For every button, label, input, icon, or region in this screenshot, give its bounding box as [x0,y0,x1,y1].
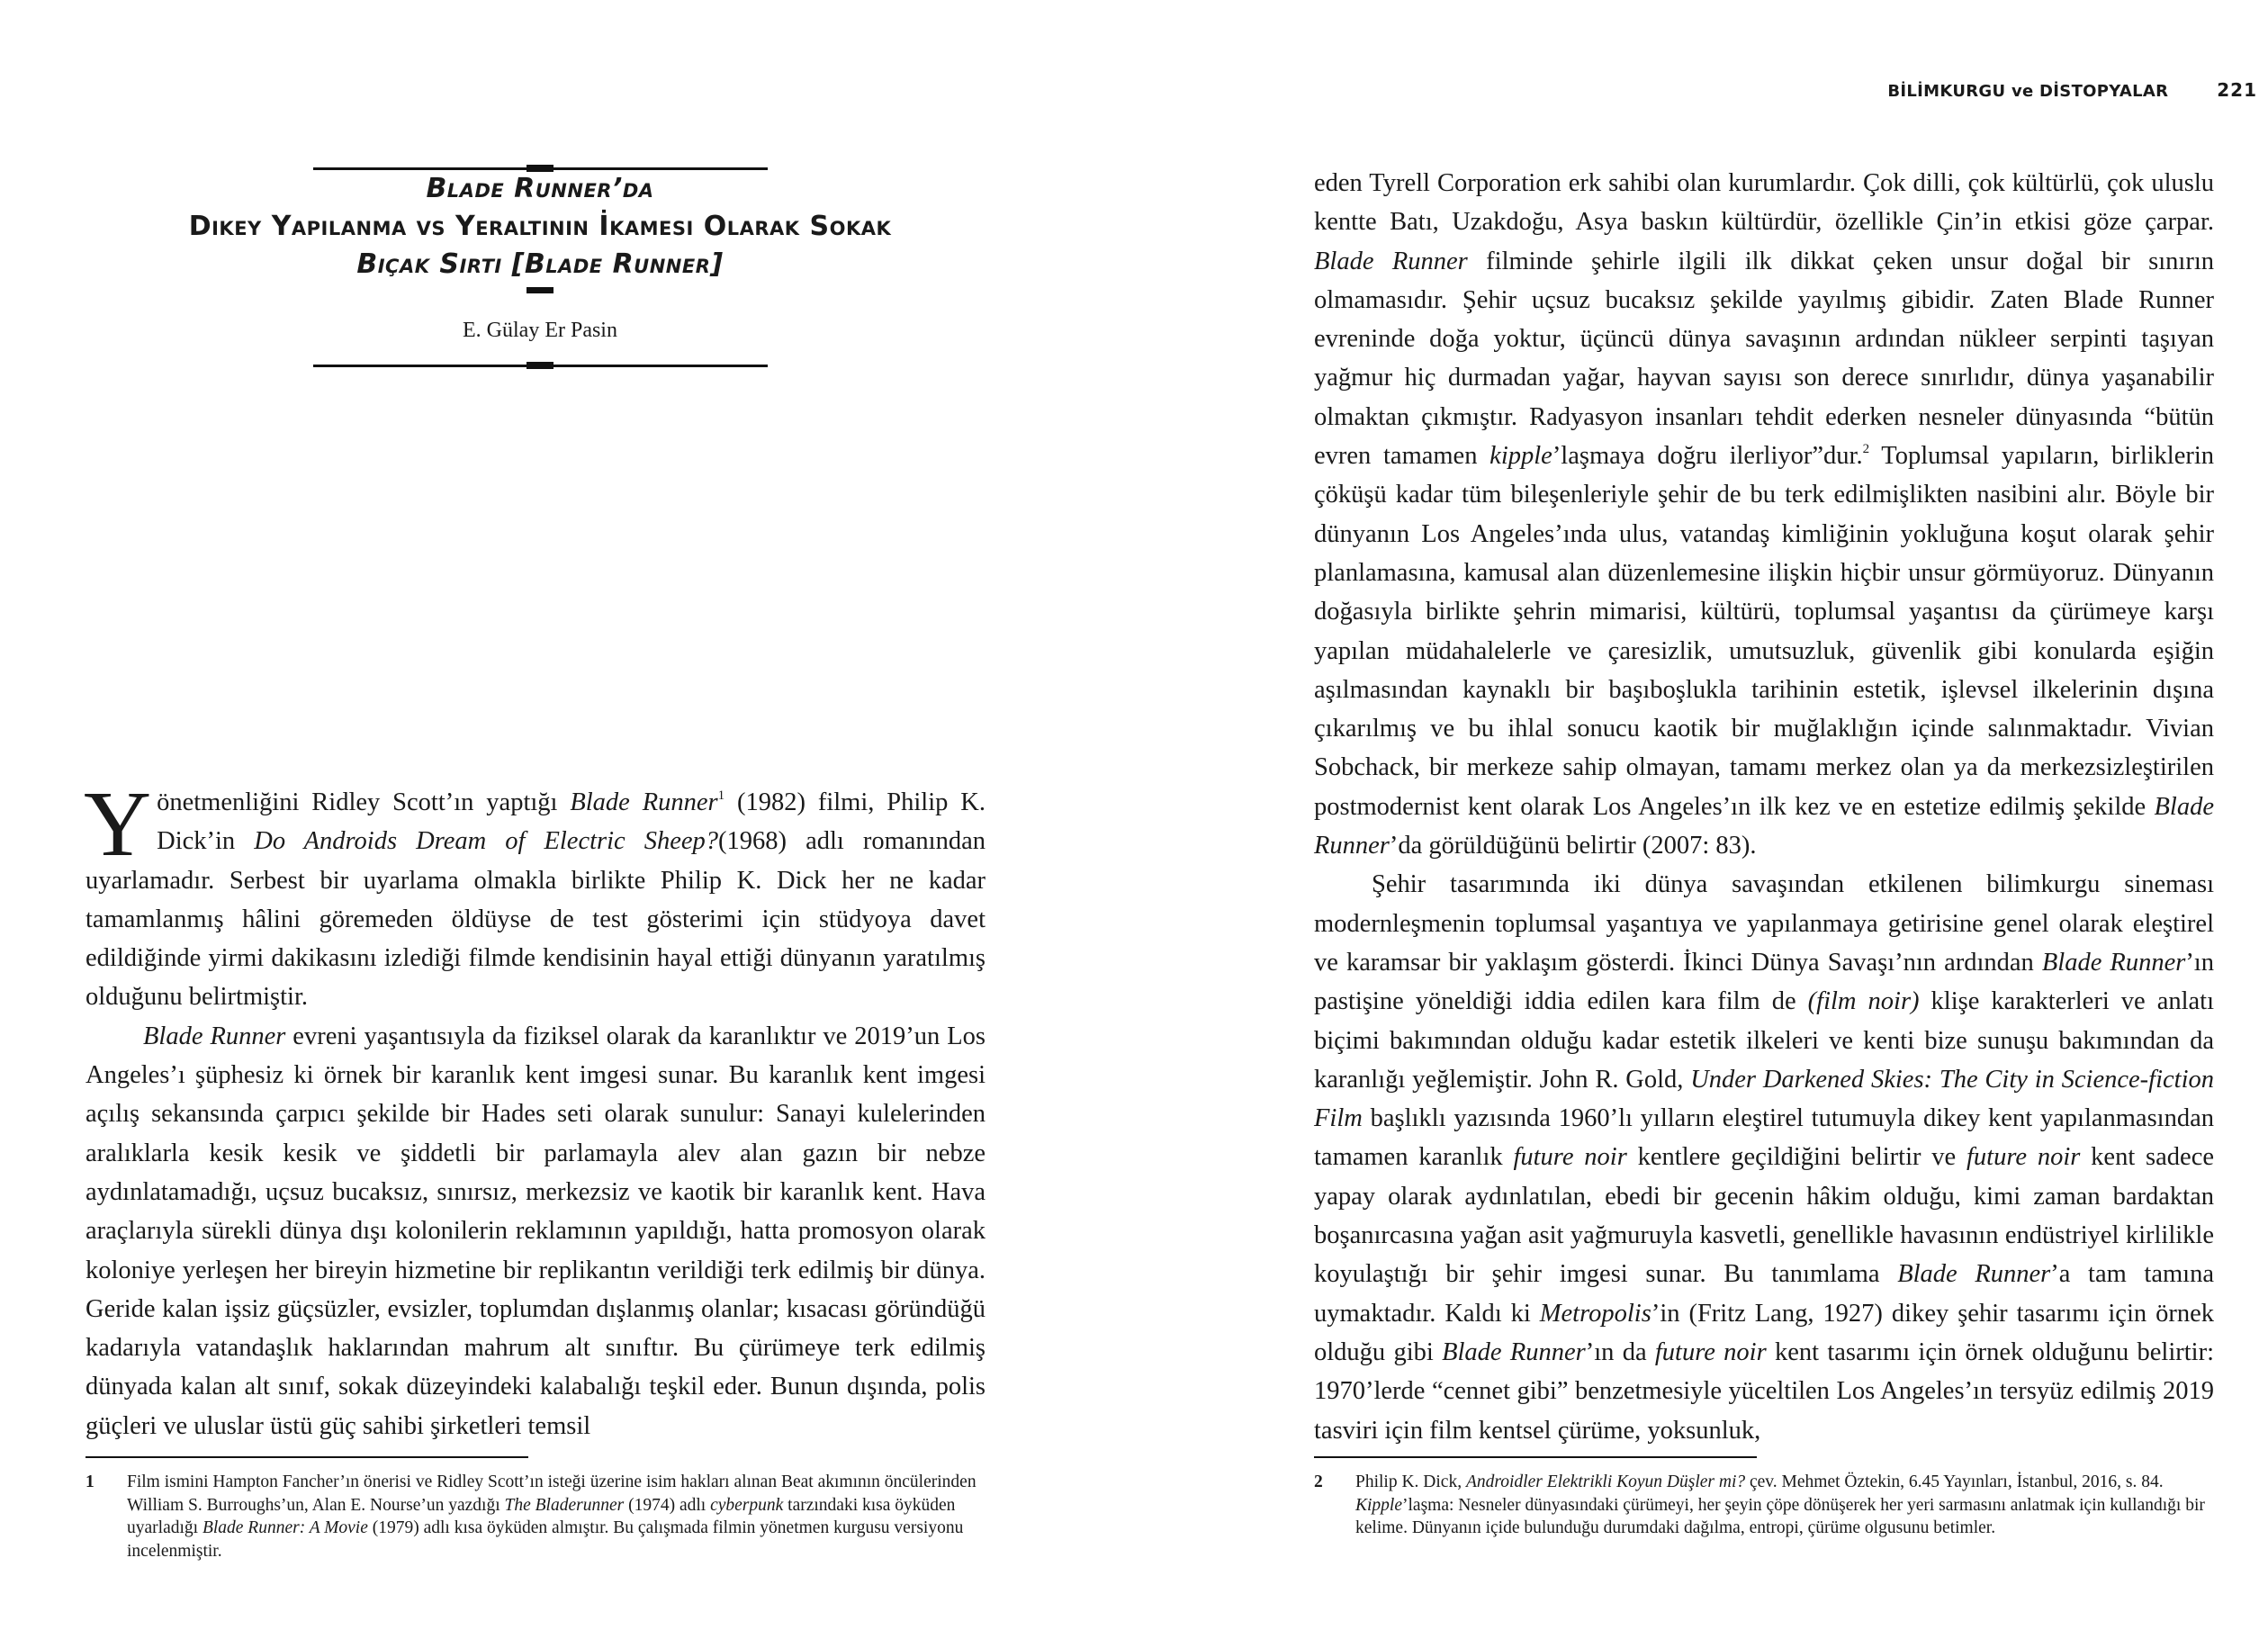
text-run: (1979) adlı kısa öyküden almıştır. Bu çalışmada filmin yönetmen kurgusu versiyonu incelenmiştir. [127,1518,964,1561]
text-run: Toplumsal yapıların, birliklerin çöküşü kadar tüm bileşenleriyle şehir de bu terk edilmişlikten nasibini alır. Böyle bir dünyanın Los Angeles’ında ulus, vatandaş kimliğinin yokluğuna koşut olarak şehir planlamasına, kamusal alan düzenlemesine ilişkin hiçbir unsur görmüyoruz. Dünyanın doğasıyla birlikte şehrin mimarisi, kültürü, toplumsal yaşantısı da çürümeye karşı yapılan müdahalelerle ve çaresizlik, umutsuzluk, güvenlik gibi konularda eşiğin aşılmasından kaynaklı bir başıboşlukla tarihinin estetik, işlevsel ilkelerinin dışına çıkarılmış ve bu ihlal sonucu kaotik bir muğlaklığın içinde salınmaktadır. Vivian Sobchack, bir merkeze sahip olmayan, tamamı merkez olan ya da merkezsizleştirilen postmodernist kent olarak Los Angeles’ın ilk kez ve en estetize edilmiş şekilde [1314,442,2215,821]
text-run: kentlere geçildiğini belirtir ve [1626,1143,1967,1172]
text-run: önetmenliğini Ridley Scott’ın yaptığı [157,788,571,816]
text-run: eden Tyrell Corporation erk sahibi olan kurumlardır. Çok dilli, çok kültürlü, çok uluslu kentte Batı, Uzakdoğu, Asya baskın kültürdür, özellikle Çin’in etkisi göze çarpar. [1314,169,2214,237]
text-run: (1982) filmi, Philip K. Dick’in [157,788,986,856]
text-run: (1968) adlı romanından uyarlamadır. Serbest bir uyarlama olmakla birlikte Philip K. Dick her ne kadar tamamlanmış hâlini göremeden öldüyse de test gösterimi için stüdyoya davet edildiğinde yirmi dakikasını izlediği filmde kendisinin hayal ettiği dünyanın yaratılmış olduğunu belirtmiştir. [86,827,986,1012]
italic-run: Metropolis [1539,1299,1652,1328]
running-header-title: BİLİMKURGU ve DİSTOPYALAR [1887,82,2169,101]
text-run: (1974) adlı [624,1495,711,1515]
paragraph [84,772,986,1017]
text-run: tarzındaki kısa öyküden uyarladığı [127,1495,956,1537]
italic-run: Blade Runner [1897,1260,2051,1289]
italic-run: Do Androids Dream of Electric Sheep? [254,827,719,856]
title-top-rule [313,167,768,170]
title-bottom-rule [313,365,768,367]
italic-run: future noir [1513,1143,1627,1172]
text-run: kent sadece yapay olarak aydınlatılan, ebedi bir gecenin hâkim olduğu, kimi zaman bardaktan boşanırcasına yağan asit yağmuruyla kasvetli, genellikle havasının endüstriyel kirlilikle koyulaştığı bir şehir imgesi sunar. Bu tanımlama [1314,1143,2214,1289]
text-run: filminde şehirle ilgili ilk dikkat çeken unsur doğal bir sınırın olmamasıdır. Şehir uçsuz bucaksız şekilde yayılmış gibidir. Zaten Blade Runner evreninde doğa yoktur, üçüncü dünya savaşının ardından nükleer serpinti taşıyan yağmur hiç durmadan yağar, hayvan sayısı son derece sınırlıdır, dünya yaşanabilir olmaktan çıkmıştır. Radyasyon insanları tehdit ederken nesneler dünyasında “bütün evren tamamen [1314,247,2214,471]
italic-run: Blade Runner [143,1022,286,1050]
italic-run: Androidler Elektrikli Koyun Düşler mi? [1465,1472,1746,1491]
footnote-text [1355,1471,2214,1540]
italic-run: Blade Runner [1314,792,2214,860]
title-line-1: Blade Runner’da [426,173,654,204]
right-body-text [1314,164,2214,1450]
footnote-text [127,1471,986,1562]
footnote-rule [1314,1456,1757,1458]
running-header [1887,79,2257,101]
paragraph [86,1017,986,1445]
text-run: ’ın da [1585,1337,1655,1366]
text-run: ’in (Fritz Lang, 1927) dikey şehir tasarımı için örnek olduğu gibi [1314,1299,2214,1366]
italic-run: future noir [1966,1143,2081,1172]
article-title-block [108,167,972,367]
italic-run: cyberpunk [710,1495,784,1515]
text-run: ’laşmaya doğru ilerliyor”dur. [1552,442,1863,471]
title-divider-bar [526,287,554,293]
text-run: ’da görüldüğünü belirtir (2007: 83). [1389,832,1757,860]
text-run: kent tasarımı için örnek olduğunu belirtir: 1970’lerde “cennet gibi” benzetmesiyle yüceltilen Los Angeles’ın tersyüz edilmiş 2019 tasviri için film kentsel çürüme, yoksunluk, [1314,1337,2215,1445]
italic-run: future noir [1654,1337,1767,1366]
text-run: çev. Mehmet Öztekin, 6.45 Yayınları, İstanbul, 2016, s. 84. [1745,1472,2164,1491]
text-run: ’laşma: Nesneler dünyasındaki çürümeyi, her şeyin çöpe dönüşerek her yeri sarmasını anlatmak için kullandığı bir kelime. Dünyanın içide bulunduğu durumdaki dağılma, entropi, çürüme olgusunu betimler. [1355,1495,2205,1537]
footnote-rule [86,1456,528,1458]
text-run: Film ismini Hampton Fancher’ın önerisi ve Ridley Scott’ın isteği üzerine isim hakları alınan Beat akımının öncülerinden William S. Burroughs’un, Alan E. Nourse’un yazdığı [127,1472,976,1515]
drop-cap: Y [84,772,152,876]
italic-run: Blade Runner [1442,1337,1586,1366]
text-run: ’ın pastişine yöneldiği iddia edilen kara film de [1314,948,2214,1016]
italic-run: Blade Runner [2041,948,2186,977]
italic-run: kipple [1490,442,1552,471]
author-name: E. Gülay Er Pasin [463,319,617,342]
text-run: Şehir tasarımında iki dünya savaşından etkilenen bilimkurgu sineması modernleşmenin toplumsal yaşantıya ve yapılanmaya getirisine genel olarak eleştirel ve karamsar bir yaklaşım gösterdi. İkinci Dünya Savaşı’nın ardından [1314,870,2214,977]
footnote-number: 1 [86,1472,94,1491]
footnote-ref-1[interactable]: 1 [717,788,725,803]
left-body-text [84,772,986,1445]
italic-run: Blade Runner [570,788,718,816]
footnote-number: 2 [1314,1472,1323,1491]
text-run: evreni yaşantısıyla da fiziksel olarak da karanlıktır ve 2019’un Los Angeles’ı şüphesiz ki örnek bir karanlık kent imgesi sunar. Bu karanlık kent imgesi açılış sekansında çarpıcı şekilde bir Hades seti olarak sunulur: Sanayi kulelerinden aralıklarla kesik kesik ve şiddetli bir parlamayla alev alan gazın bir nebze aydınlatamadığı, uçsuz bucaksız, sınırsız, merkezsiz ve kaotik bir karanlık kent. Hava araçlarıyla sürekli dünya dışı kolonilerin reklamının yapıldığı, hatta promosyon olarak koloniye yerleşen her bireyin hizmetine bir replikantın verildiği terk edilmiş bir dünya. Geride kalan işsiz güçsüzler, evsizler, toplumdan dışlanmış olanlar; kısacası göründüğü kadarıyla vatandaşlık haklarından mahrum alt sınıftır. Bu çürümeye terk edilmiş dünyada kalan alt sınıf, sokak düzeyindeki kalabalığı teşkil eder. Bunun dışında, polis güçleri ve uluslar üstü güç sahibi şirketleri temsil [86,1022,986,1440]
title-line-3: Bıçak Sırtı [Blade Runner] [356,248,724,280]
title-line-2: Dikey Yapılanma vs Yeraltının İkamesi Olarak Sokak [188,211,892,242]
italic-run: Blade Runner: A Movie [202,1518,368,1537]
footnote-1 [86,1471,986,1562]
italic-run: Under Darkened Skies: The City in Science-fiction Film [1314,1065,2214,1133]
page-number: 221 [2217,79,2257,101]
right-page [1134,0,2268,1630]
footnote-2 [1314,1471,2214,1540]
italic-run: Kipple [1355,1495,1402,1515]
paragraph [1314,164,2214,865]
text-run: ’a tam tamına uymaktadır. Kaldı ki [1314,1260,2214,1328]
italic-run: The Bladerunner [504,1495,625,1515]
text-run: Philip K. Dick, [1355,1472,1466,1491]
italic-run: Blade Runner [1314,247,1468,275]
text-run: başlıklı yazısında 1960’lı yılların eleştirel tutumuyla dikey kent yapılanmasından tamamen karanlık [1314,1104,2214,1172]
italic-run: (film noir) [1807,987,1920,1016]
footnote-ref-2[interactable]: 2 [1862,442,1870,457]
paragraph [1314,865,2214,1449]
text-run: klişe karakterleri ve anlatı biçimi bakımından olduğu kadar estetik ilkeleri ve kenti bize sunuşu bakımından da karanlığı yeğlemiştir. John R. Gold, [1314,987,2215,1094]
